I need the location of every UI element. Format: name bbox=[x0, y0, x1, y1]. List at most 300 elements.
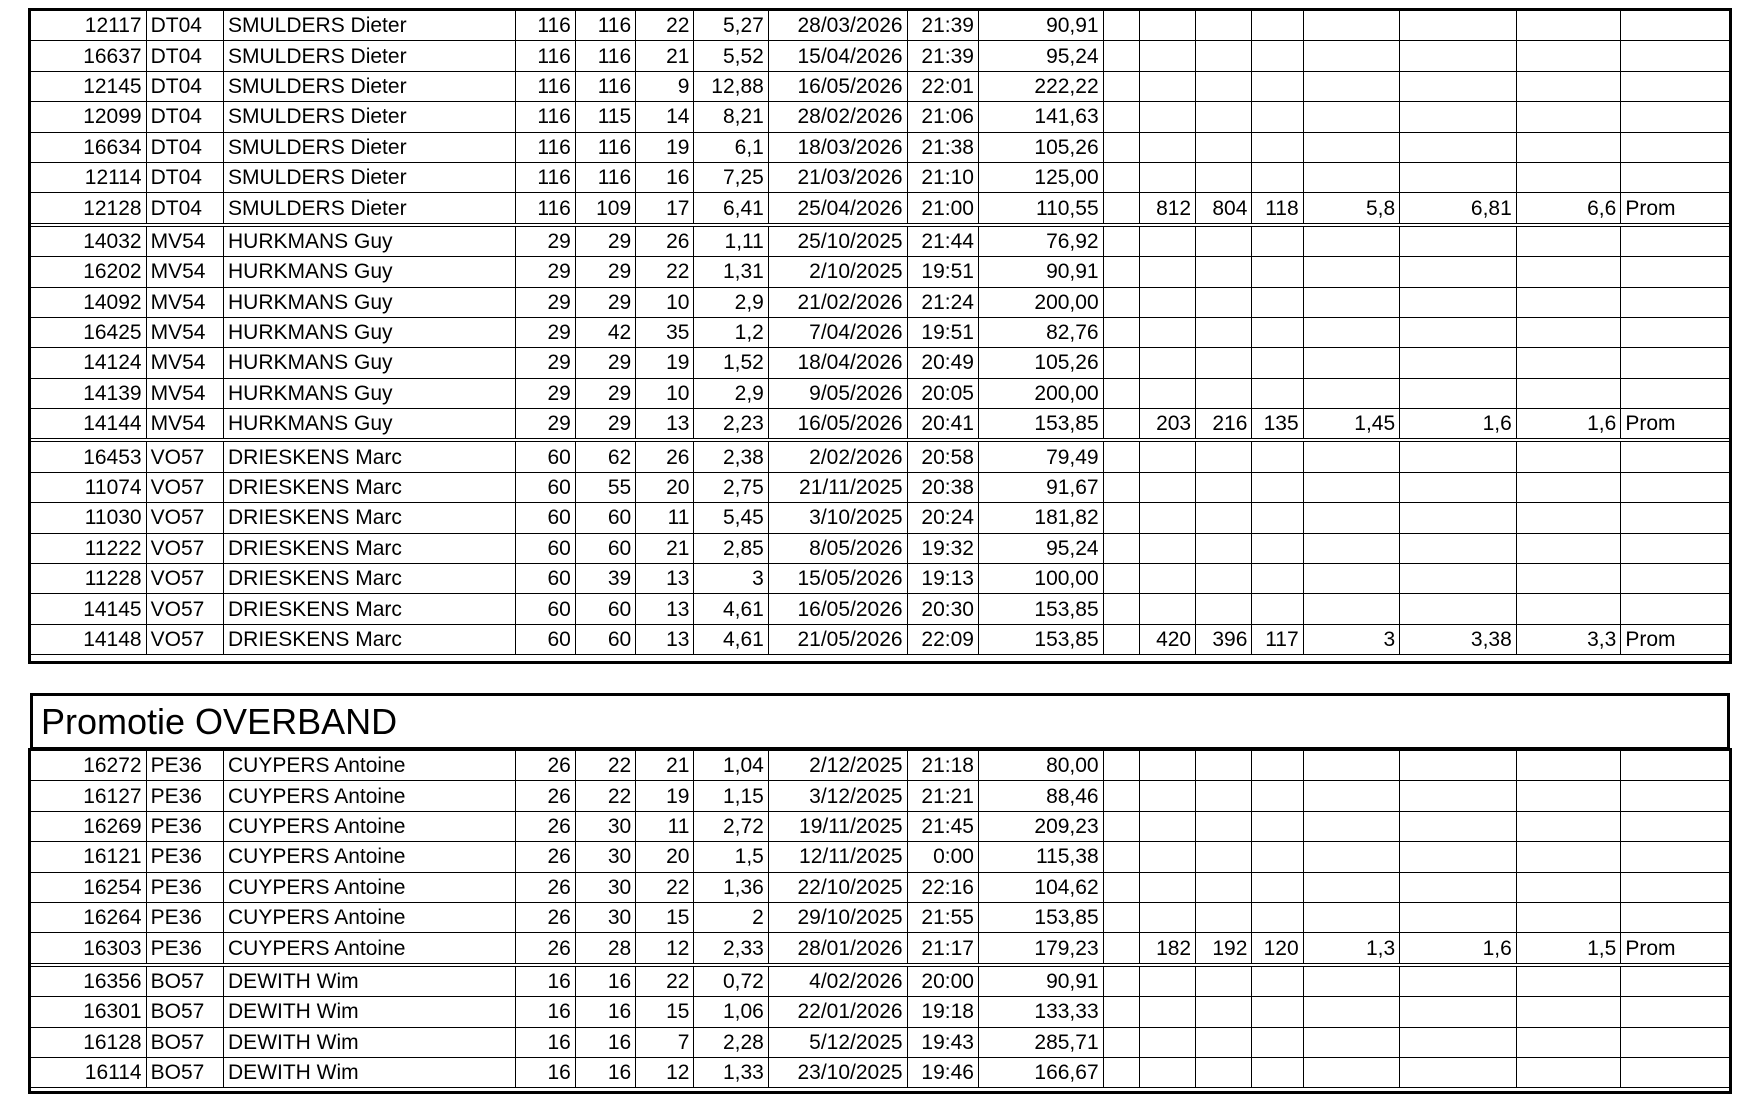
blank-cell bbox=[1516, 872, 1621, 902]
field-c-cell: 10 bbox=[636, 287, 694, 317]
percentage-cell: 90,91 bbox=[978, 965, 1103, 997]
field-b-cell: 29 bbox=[575, 409, 635, 441]
name-cell: HURKMANS Guy bbox=[224, 409, 516, 441]
blank-cell bbox=[1400, 997, 1517, 1027]
blank-cell bbox=[1516, 1057, 1621, 1087]
date-cell: 21/03/2026 bbox=[768, 162, 907, 192]
speed-ratio-cell: 1,2 bbox=[694, 317, 768, 347]
speed-ratio-cell: 5,27 bbox=[694, 11, 768, 41]
name-cell: DRIESKENS Marc bbox=[224, 440, 516, 472]
percentage-cell: 95,24 bbox=[978, 41, 1103, 71]
ring-number-cell: 16356 bbox=[31, 965, 147, 997]
blank-cell bbox=[1400, 225, 1517, 257]
ring-number-cell: 11030 bbox=[31, 503, 147, 533]
blank-cell bbox=[1621, 317, 1730, 347]
code-cell: VO57 bbox=[146, 440, 223, 472]
code-cell: VO57 bbox=[146, 594, 223, 624]
field-c-cell: 16 bbox=[636, 162, 694, 192]
ring-number-cell: 14139 bbox=[31, 378, 147, 408]
name-cell: HURKMANS Guy bbox=[224, 348, 516, 378]
blank-cell bbox=[1196, 102, 1252, 132]
date-cell: 28/02/2026 bbox=[768, 102, 907, 132]
blank-cell bbox=[1139, 872, 1195, 902]
blank-cell bbox=[1400, 11, 1517, 41]
date-cell: 21/05/2026 bbox=[768, 624, 907, 654]
blank-cell bbox=[1252, 564, 1303, 594]
blank-cell bbox=[1103, 71, 1139, 101]
blank-cell bbox=[1621, 1027, 1730, 1057]
date-cell: 2/10/2025 bbox=[768, 257, 907, 287]
field-c-cell: 21 bbox=[636, 751, 694, 781]
speed-ratio-cell: 1,36 bbox=[694, 872, 768, 902]
code-cell: DT04 bbox=[146, 71, 223, 101]
blank-cell bbox=[1621, 594, 1730, 624]
blank-cell bbox=[1139, 225, 1195, 257]
code-cell: VO57 bbox=[146, 533, 223, 563]
summary-status-cell: Prom bbox=[1621, 624, 1730, 654]
blank-cell bbox=[1196, 162, 1252, 192]
code-cell: DT04 bbox=[146, 41, 223, 71]
time-cell: 21:24 bbox=[907, 287, 978, 317]
blank-cell bbox=[1400, 348, 1517, 378]
blank-cell bbox=[1400, 811, 1517, 841]
blank-cell bbox=[1400, 440, 1517, 472]
date-cell: 9/05/2026 bbox=[768, 378, 907, 408]
field-c-cell: 20 bbox=[636, 842, 694, 872]
blank-cell bbox=[1196, 225, 1252, 257]
time-cell: 19:13 bbox=[907, 564, 978, 594]
blank-cell bbox=[1516, 1027, 1621, 1057]
blank-cell bbox=[1516, 102, 1621, 132]
field-c-cell: 20 bbox=[636, 472, 694, 502]
blank-cell bbox=[1139, 132, 1195, 162]
percentage-cell: 115,38 bbox=[978, 842, 1103, 872]
blank-cell bbox=[1139, 594, 1195, 624]
section-heading: Promotie OVERBAND bbox=[30, 693, 1730, 750]
results-table-top bbox=[30, 10, 1730, 655]
blank-cell bbox=[1516, 751, 1621, 781]
speed-ratio-cell: 5,52 bbox=[694, 41, 768, 71]
blank-cell bbox=[1103, 594, 1139, 624]
blank-cell bbox=[1103, 41, 1139, 71]
blank-cell bbox=[1621, 781, 1730, 811]
blank-cell bbox=[1400, 472, 1517, 502]
percentage-cell: 209,23 bbox=[978, 811, 1103, 841]
field-b-cell: 42 bbox=[575, 317, 635, 347]
date-cell: 3/12/2025 bbox=[768, 781, 907, 811]
blank-cell bbox=[1621, 102, 1730, 132]
field-c-cell: 19 bbox=[636, 781, 694, 811]
field-a-cell: 26 bbox=[515, 842, 575, 872]
percentage-cell: 153,85 bbox=[978, 624, 1103, 654]
name-cell: SMULDERS Dieter bbox=[224, 193, 516, 225]
field-c-cell: 22 bbox=[636, 965, 694, 997]
table-row bbox=[31, 409, 1730, 441]
blank-cell bbox=[1252, 257, 1303, 287]
summary-total-b-cell: 804 bbox=[1196, 193, 1252, 225]
table-row bbox=[31, 1027, 1730, 1057]
table-row bbox=[31, 781, 1730, 811]
field-a-cell: 16 bbox=[515, 997, 575, 1027]
field-c-cell: 13 bbox=[636, 564, 694, 594]
field-c-cell: 26 bbox=[636, 440, 694, 472]
speed-ratio-cell: 1,33 bbox=[694, 1057, 768, 1087]
speed-ratio-cell: 2,9 bbox=[694, 287, 768, 317]
field-a-cell: 29 bbox=[515, 257, 575, 287]
blank-cell bbox=[1400, 533, 1517, 563]
blank-cell bbox=[1400, 564, 1517, 594]
blank-cell bbox=[1196, 1027, 1252, 1057]
blank-cell bbox=[1103, 872, 1139, 902]
blank-cell bbox=[1196, 781, 1252, 811]
speed-ratio-cell: 2,33 bbox=[694, 933, 768, 965]
percentage-cell: 105,26 bbox=[978, 348, 1103, 378]
blank-cell bbox=[1252, 842, 1303, 872]
code-cell: BO57 bbox=[146, 965, 223, 997]
table-row bbox=[31, 225, 1730, 257]
ring-number-cell: 16254 bbox=[31, 872, 147, 902]
time-cell: 20:58 bbox=[907, 440, 978, 472]
field-b-cell: 16 bbox=[575, 997, 635, 1027]
date-cell: 29/10/2025 bbox=[768, 902, 907, 932]
summary-total-c-cell: 118 bbox=[1252, 193, 1303, 225]
ring-number-cell: 12117 bbox=[31, 11, 147, 41]
blank-cell bbox=[1516, 132, 1621, 162]
field-c-cell: 13 bbox=[636, 594, 694, 624]
blank-cell bbox=[1196, 1057, 1252, 1087]
field-b-cell: 39 bbox=[575, 564, 635, 594]
speed-ratio-cell: 2,75 bbox=[694, 472, 768, 502]
table-row bbox=[31, 317, 1730, 347]
blank-cell bbox=[1103, 472, 1139, 502]
blank-cell bbox=[1139, 781, 1195, 811]
percentage-cell: 104,62 bbox=[978, 872, 1103, 902]
field-b-cell: 29 bbox=[575, 225, 635, 257]
blank-cell bbox=[1516, 41, 1621, 71]
blank-cell bbox=[1621, 872, 1730, 902]
time-cell: 21:00 bbox=[907, 193, 978, 225]
speed-ratio-cell: 1,52 bbox=[694, 348, 768, 378]
time-cell: 19:46 bbox=[907, 1057, 978, 1087]
blank-cell bbox=[1303, 811, 1400, 841]
blank-cell bbox=[1252, 872, 1303, 902]
field-a-cell: 60 bbox=[515, 503, 575, 533]
time-cell: 21:10 bbox=[907, 162, 978, 192]
table-row bbox=[31, 193, 1730, 225]
blank-cell bbox=[1196, 132, 1252, 162]
blank-cell bbox=[1139, 811, 1195, 841]
field-a-cell: 60 bbox=[515, 533, 575, 563]
blank-cell bbox=[1621, 997, 1730, 1027]
blank-cell bbox=[1252, 317, 1303, 347]
date-cell: 2/02/2026 bbox=[768, 440, 907, 472]
field-a-cell: 29 bbox=[515, 348, 575, 378]
date-cell: 28/03/2026 bbox=[768, 11, 907, 41]
field-b-cell: 62 bbox=[575, 440, 635, 472]
summary-status-cell: Prom bbox=[1621, 193, 1730, 225]
table-row bbox=[31, 440, 1730, 472]
blank-cell bbox=[1621, 1057, 1730, 1087]
date-cell: 5/12/2025 bbox=[768, 1027, 907, 1057]
blank-cell bbox=[1400, 781, 1517, 811]
field-c-cell: 22 bbox=[636, 11, 694, 41]
percentage-cell: 125,00 bbox=[978, 162, 1103, 192]
blank-cell bbox=[1621, 225, 1730, 257]
speed-ratio-cell: 12,88 bbox=[694, 71, 768, 101]
ring-number-cell: 14032 bbox=[31, 225, 147, 257]
speed-ratio-cell: 2,85 bbox=[694, 533, 768, 563]
ring-number-cell: 14145 bbox=[31, 594, 147, 624]
field-c-cell: 21 bbox=[636, 41, 694, 71]
blank-cell bbox=[1252, 378, 1303, 408]
field-c-cell: 10 bbox=[636, 378, 694, 408]
code-cell: MV54 bbox=[146, 287, 223, 317]
blank-cell bbox=[1516, 287, 1621, 317]
percentage-cell: 133,33 bbox=[978, 997, 1103, 1027]
time-cell: 22:16 bbox=[907, 872, 978, 902]
field-a-cell: 26 bbox=[515, 872, 575, 902]
table-row bbox=[31, 378, 1730, 408]
blank-cell bbox=[1196, 71, 1252, 101]
blank-cell bbox=[1516, 162, 1621, 192]
field-a-cell: 60 bbox=[515, 564, 575, 594]
summary-avg-c-cell: 6,6 bbox=[1516, 193, 1621, 225]
date-cell: 19/11/2025 bbox=[768, 811, 907, 841]
name-cell: SMULDERS Dieter bbox=[224, 132, 516, 162]
blank-cell bbox=[1139, 1057, 1195, 1087]
blank-cell bbox=[1103, 162, 1139, 192]
date-cell: 8/05/2026 bbox=[768, 533, 907, 563]
ring-number-cell: 16453 bbox=[31, 440, 147, 472]
percentage-cell: 90,91 bbox=[978, 257, 1103, 287]
name-cell: SMULDERS Dieter bbox=[224, 71, 516, 101]
name-cell: HURKMANS Guy bbox=[224, 317, 516, 347]
blank-cell bbox=[1196, 902, 1252, 932]
name-cell: CUYPERS Antoine bbox=[224, 842, 516, 872]
blank-cell bbox=[1103, 842, 1139, 872]
blank-cell bbox=[1139, 564, 1195, 594]
blank-cell bbox=[1516, 317, 1621, 347]
field-a-cell: 26 bbox=[515, 781, 575, 811]
blank-cell bbox=[1303, 472, 1400, 502]
date-cell: 25/04/2026 bbox=[768, 193, 907, 225]
blank-cell bbox=[1196, 257, 1252, 287]
field-a-cell: 26 bbox=[515, 811, 575, 841]
table-row bbox=[31, 287, 1730, 317]
blank-cell bbox=[1103, 1027, 1139, 1057]
blank-cell bbox=[1516, 472, 1621, 502]
blank-cell bbox=[1252, 997, 1303, 1027]
code-cell: MV54 bbox=[146, 257, 223, 287]
blank-cell bbox=[1303, 1027, 1400, 1057]
code-cell: PE36 bbox=[146, 872, 223, 902]
speed-ratio-cell: 1,06 bbox=[694, 997, 768, 1027]
date-cell: 21/02/2026 bbox=[768, 287, 907, 317]
code-cell: MV54 bbox=[146, 225, 223, 257]
name-cell: HURKMANS Guy bbox=[224, 287, 516, 317]
code-cell: DT04 bbox=[146, 193, 223, 225]
summary-total-b-cell: 216 bbox=[1196, 409, 1252, 441]
code-cell: PE36 bbox=[146, 902, 223, 932]
date-cell: 2/12/2025 bbox=[768, 751, 907, 781]
blank-cell bbox=[1196, 811, 1252, 841]
blank-cell bbox=[1400, 594, 1517, 624]
blank-cell bbox=[1196, 751, 1252, 781]
blank-cell bbox=[1139, 965, 1195, 997]
code-cell: PE36 bbox=[146, 781, 223, 811]
blank-cell bbox=[1139, 257, 1195, 287]
blank-cell bbox=[1196, 472, 1252, 502]
blank-cell bbox=[1196, 842, 1252, 872]
date-cell: 22/01/2026 bbox=[768, 997, 907, 1027]
blank-cell bbox=[1103, 225, 1139, 257]
ring-number-cell: 16128 bbox=[31, 1027, 147, 1057]
blank-cell bbox=[1303, 1057, 1400, 1087]
code-cell: VO57 bbox=[146, 472, 223, 502]
blank-cell bbox=[1196, 997, 1252, 1027]
blank-cell bbox=[1103, 751, 1139, 781]
ring-number-cell: 12099 bbox=[31, 102, 147, 132]
blank-cell bbox=[1400, 71, 1517, 101]
code-cell: PE36 bbox=[146, 933, 223, 965]
percentage-cell: 141,63 bbox=[978, 102, 1103, 132]
time-cell: 22:01 bbox=[907, 71, 978, 101]
speed-ratio-cell: 2,28 bbox=[694, 1027, 768, 1057]
table-row bbox=[31, 965, 1730, 997]
summary-total-a-cell: 182 bbox=[1139, 933, 1195, 965]
time-cell: 21:38 bbox=[907, 132, 978, 162]
blank-cell bbox=[1139, 1027, 1195, 1057]
date-cell: 18/04/2026 bbox=[768, 348, 907, 378]
field-a-cell: 116 bbox=[515, 102, 575, 132]
blank-cell bbox=[1303, 378, 1400, 408]
blank-cell bbox=[1103, 1057, 1139, 1087]
blank-cell bbox=[1621, 533, 1730, 563]
blank-cell bbox=[1303, 225, 1400, 257]
summary-avg-b-cell: 3,38 bbox=[1400, 624, 1517, 654]
name-cell: DRIESKENS Marc bbox=[224, 624, 516, 654]
blank-cell bbox=[1252, 533, 1303, 563]
name-cell: DRIESKENS Marc bbox=[224, 564, 516, 594]
blank-cell bbox=[1303, 842, 1400, 872]
table-row bbox=[31, 872, 1730, 902]
ring-number-cell: 12128 bbox=[31, 193, 147, 225]
field-b-cell: 115 bbox=[575, 102, 635, 132]
table-row bbox=[31, 842, 1730, 872]
blank-cell bbox=[1252, 1027, 1303, 1057]
table-row bbox=[31, 533, 1730, 563]
field-a-cell: 29 bbox=[515, 317, 575, 347]
field-b-cell: 60 bbox=[575, 594, 635, 624]
percentage-cell: 91,67 bbox=[978, 472, 1103, 502]
blank-cell bbox=[1139, 287, 1195, 317]
field-a-cell: 60 bbox=[515, 594, 575, 624]
blank-cell bbox=[1621, 564, 1730, 594]
code-cell: PE36 bbox=[146, 751, 223, 781]
percentage-cell: 80,00 bbox=[978, 751, 1103, 781]
field-b-cell: 28 bbox=[575, 933, 635, 965]
date-cell: 16/05/2026 bbox=[768, 594, 907, 624]
time-cell: 20:49 bbox=[907, 348, 978, 378]
code-cell: PE36 bbox=[146, 842, 223, 872]
blank-cell bbox=[1303, 257, 1400, 287]
blank-cell bbox=[1139, 317, 1195, 347]
summary-total-a-cell: 420 bbox=[1139, 624, 1195, 654]
time-cell: 0:00 bbox=[907, 842, 978, 872]
field-a-cell: 60 bbox=[515, 472, 575, 502]
date-cell: 22/10/2025 bbox=[768, 872, 907, 902]
blank-cell bbox=[1400, 1027, 1517, 1057]
date-cell: 16/05/2026 bbox=[768, 71, 907, 101]
field-a-cell: 16 bbox=[515, 965, 575, 997]
name-cell: HURKMANS Guy bbox=[224, 225, 516, 257]
blank-cell bbox=[1196, 41, 1252, 71]
percentage-cell: 90,91 bbox=[978, 11, 1103, 41]
blank-cell bbox=[1621, 287, 1730, 317]
speed-ratio-cell: 8,21 bbox=[694, 102, 768, 132]
ring-number-cell: 11228 bbox=[31, 564, 147, 594]
date-cell: 12/11/2025 bbox=[768, 842, 907, 872]
name-cell: DRIESKENS Marc bbox=[224, 472, 516, 502]
field-c-cell: 35 bbox=[636, 317, 694, 347]
time-cell: 20:24 bbox=[907, 503, 978, 533]
code-cell: MV54 bbox=[146, 409, 223, 441]
blank-cell bbox=[1103, 564, 1139, 594]
ring-number-cell: 16264 bbox=[31, 902, 147, 932]
blank-cell bbox=[1252, 162, 1303, 192]
table-row bbox=[31, 933, 1730, 965]
blank-cell bbox=[1400, 162, 1517, 192]
speed-ratio-cell: 1,11 bbox=[694, 225, 768, 257]
blank-cell bbox=[1400, 1057, 1517, 1087]
blank-cell bbox=[1252, 503, 1303, 533]
field-b-cell: 55 bbox=[575, 472, 635, 502]
field-b-cell: 60 bbox=[575, 503, 635, 533]
field-b-cell: 116 bbox=[575, 132, 635, 162]
field-c-cell: 15 bbox=[636, 997, 694, 1027]
field-c-cell: 7 bbox=[636, 1027, 694, 1057]
percentage-cell: 79,49 bbox=[978, 440, 1103, 472]
summary-total-a-cell: 812 bbox=[1139, 193, 1195, 225]
date-cell: 15/05/2026 bbox=[768, 564, 907, 594]
blank-cell bbox=[1621, 503, 1730, 533]
name-cell: DRIESKENS Marc bbox=[224, 533, 516, 563]
code-cell: VO57 bbox=[146, 624, 223, 654]
field-b-cell: 60 bbox=[575, 624, 635, 654]
field-b-cell: 16 bbox=[575, 965, 635, 997]
ring-number-cell: 12114 bbox=[31, 162, 147, 192]
blank-cell bbox=[1303, 71, 1400, 101]
field-c-cell: 22 bbox=[636, 872, 694, 902]
field-a-cell: 116 bbox=[515, 11, 575, 41]
summary-total-c-cell: 117 bbox=[1252, 624, 1303, 654]
blank-cell bbox=[1103, 624, 1139, 654]
blank-cell bbox=[1196, 533, 1252, 563]
field-a-cell: 116 bbox=[515, 71, 575, 101]
speed-ratio-cell: 1,15 bbox=[694, 781, 768, 811]
blank-cell bbox=[1103, 257, 1139, 287]
percentage-cell: 153,85 bbox=[978, 594, 1103, 624]
name-cell: DRIESKENS Marc bbox=[224, 503, 516, 533]
blank-cell bbox=[1303, 287, 1400, 317]
blank-cell bbox=[1252, 348, 1303, 378]
blank-cell bbox=[1621, 472, 1730, 502]
blank-cell bbox=[1516, 965, 1621, 997]
name-cell: DEWITH Wim bbox=[224, 1057, 516, 1087]
blank-cell bbox=[1196, 965, 1252, 997]
table-row bbox=[31, 102, 1730, 132]
blank-cell bbox=[1139, 472, 1195, 502]
